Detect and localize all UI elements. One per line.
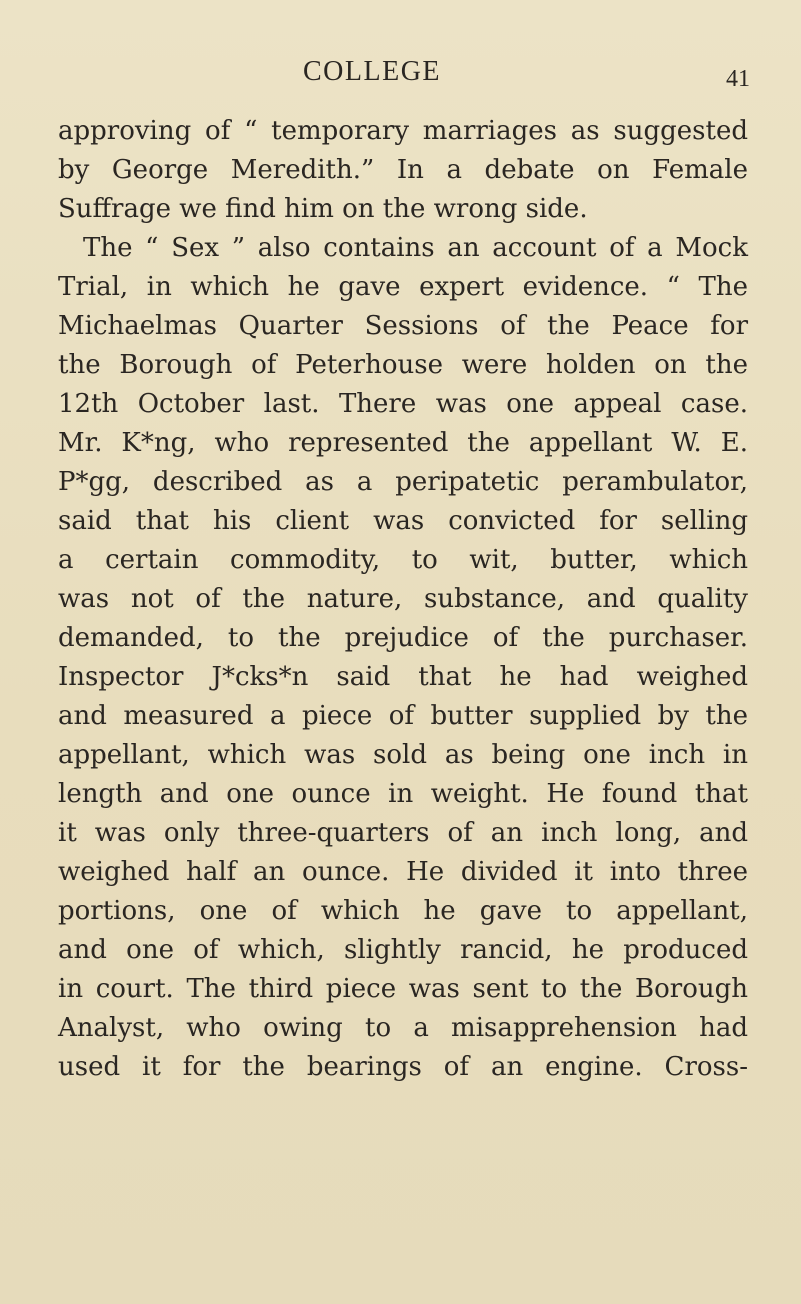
text-line: was not of the nature, substance, and quality xyxy=(58,584,748,614)
text-line: by George Meredith.” In a debate on Female xyxy=(58,155,748,185)
running-head xyxy=(0,56,801,96)
running-title: COLLEGE xyxy=(303,56,442,87)
text-line: appellant, which was sold as being one inch in xyxy=(58,740,748,770)
text-line: Suffrage we find him on the wrong side. xyxy=(58,194,588,224)
text-line: approving of “ temporary marriages as suggested xyxy=(58,116,748,146)
text-line: used it for the bearings of an engine. Cross- xyxy=(58,1052,748,1082)
text-line: demanded, to the prejudice of the purchaser. xyxy=(58,623,748,653)
text-line: and measured a piece of butter supplied by the xyxy=(58,701,748,731)
text-line: The “ Sex ” also contains an account of a Mock xyxy=(83,233,748,263)
text-line: portions, one of which he gave to appellant, xyxy=(58,896,748,926)
text-line: Inspector J*cks*n said that he had weighed xyxy=(58,662,748,692)
text-line: a certain commodity, to wit, butter, which xyxy=(58,545,748,575)
text-line: length and one ounce in weight. He found that xyxy=(58,779,748,809)
text-line: Mr. K*ng, who represented the appellant W. E. xyxy=(58,428,748,458)
text-line: in court. The third piece was sent to the Borough xyxy=(58,974,748,1004)
text-line: P*gg, described as a peripatetic perambulator, xyxy=(58,467,748,497)
text-line: it was only three-quarters of an inch long, and xyxy=(58,818,748,848)
text-line: the Borough of Peterhouse were holden on the xyxy=(58,350,748,380)
text-line: and one of which, slightly rancid, he produced xyxy=(58,935,748,965)
text-line: Michaelmas Quarter Sessions of the Peace for xyxy=(58,311,748,341)
text-line: Trial, in which he gave expert evidence. “ The xyxy=(58,272,748,302)
page-number: 41 xyxy=(726,66,750,92)
text-line: Analyst, who owing to a misapprehension had xyxy=(58,1013,748,1043)
text-line: 12th October last. There was one appeal case. xyxy=(58,389,748,419)
text-line: weighed half an ounce. He divided it into three xyxy=(58,857,748,887)
text-line: said that his client was convicted for selling xyxy=(58,506,748,536)
body-text xyxy=(58,112,748,1087)
